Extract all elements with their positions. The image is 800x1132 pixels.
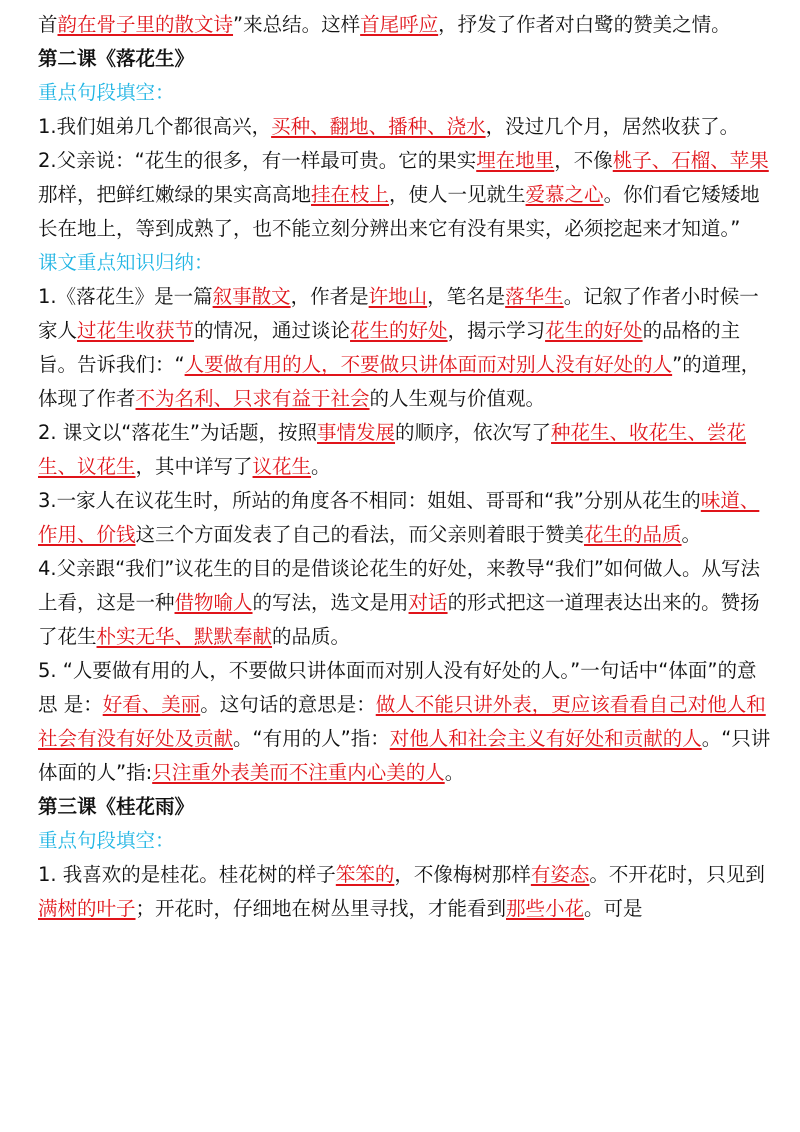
answer-text: 做人不能只讲外表，更应该看看自己对他人和社会有没有好处及贡献 (38, 693, 766, 750)
answer-text: 满树的叶子 (38, 897, 136, 920)
answer-text: 人要做有用的人，不要做只讲体面而对别人没有好处的人 (184, 353, 673, 376)
answer-text: 韵在骨子里的散文诗 (57, 13, 234, 36)
answer-text: 买种、翻地、播种、浇水 (271, 115, 486, 138)
answer-text: 花生的品质 (584, 523, 682, 546)
answer-text: 首尾呼应 (360, 13, 439, 36)
body-text: 的人生观与价值观。 (369, 387, 546, 410)
body-text: 。 (444, 761, 465, 784)
answer-text: 议花生 (252, 455, 312, 478)
body-text: 的品质。 (272, 625, 351, 648)
paragraph (38, 280, 772, 416)
body-text: ，使人一见就生 (389, 183, 526, 206)
paragraph (38, 654, 772, 790)
body-text: ，抒发了作者对白鹭的赞美之情。 (438, 13, 731, 36)
answer-text: 落华生 (505, 285, 564, 308)
section-heading (38, 790, 772, 824)
answer-text: 那些小花 (506, 897, 585, 920)
answer-text: 桃子、石榴、苹果 (612, 149, 769, 172)
answer-text: 花生的好处 (545, 319, 643, 342)
body-text: ，不像梅树那样 (394, 863, 531, 886)
paragraph (38, 416, 772, 484)
body-text: 的情况，通过谈论 (194, 319, 351, 342)
body-text: 。 (311, 455, 331, 478)
answer-text: 埋在地里 (476, 149, 555, 172)
body-text: 的顺序，依次写了 (395, 421, 552, 444)
body-text: ，揭示学习 (447, 319, 546, 342)
answer-text: 朴实无华、默默奉献 (96, 625, 273, 648)
body-text: 首 (38, 13, 58, 36)
sub-heading (38, 76, 772, 110)
paragraph (38, 484, 772, 552)
body-text: 的形式把这一道理表达出来的。赞扬了花生 (38, 591, 760, 648)
paragraph (38, 552, 772, 654)
body-text: 。记叙了作者小时候一家人 (38, 285, 759, 342)
body-text: 这三个方面发表了自己的看法，而父亲则着眼于赞美 (135, 523, 585, 546)
body-text: 。你们看它矮矮地长在地上，等到成熟了，也不能立刻分辨出来它有没有果实，必须挖起来才知道。” (38, 183, 760, 240)
body-text: 5. “人要做有用的人，不要做只讲体面而对别人没有好处的人。”一句话中“体面”的意思 是： (38, 659, 757, 716)
body-text: ；开花时，仔细地在树丛里寻找，才能看到 (135, 897, 507, 920)
sub-heading (38, 246, 772, 280)
body-text: 重点句段填空： (38, 829, 175, 852)
body-text: 课文重点知识归纳： (38, 251, 214, 274)
body-text: 。这句话的意思是： (200, 693, 376, 716)
answer-text: 花生的好处 (350, 319, 448, 342)
answer-text: 事情发展 (317, 421, 396, 444)
answer-text: 爱慕之心 (525, 183, 604, 206)
body-text: 。可是 (584, 897, 643, 920)
answer-text: 种花生、收花生、尝花生、议花生 (38, 421, 747, 478)
answer-text: 过花生收获节 (77, 319, 195, 342)
answer-text: 对他人和社会主义有好处和贡献的人 (389, 727, 702, 750)
body-text: 1. 我喜欢的是桂花。桂花树的样子 (38, 863, 336, 886)
body-text: 重点句段填空： (38, 81, 175, 104)
answer-text: 挂在枝上 (311, 183, 390, 206)
body-text: ，其中详写了 (135, 455, 253, 478)
body-text: ”的道理，体现了作者 (38, 353, 761, 410)
body-text: 。“有用的人”指： (233, 727, 390, 750)
paragraph (38, 144, 772, 246)
answer-text: 对话 (408, 591, 448, 614)
body-text: 。不开花时，只见到 (589, 863, 765, 886)
answer-text: 叙事散文 (212, 285, 291, 308)
body-text: 2.父亲说：“花生的很多，有一样最可贵。它的果实 (38, 149, 477, 172)
answer-text: 许地山 (368, 285, 428, 308)
answer-text: 借物喻人 (174, 591, 253, 614)
answer-text: 不为名利、只求有益于社会 (135, 387, 370, 410)
body-text: ，作者是 (290, 285, 369, 308)
answer-text: 好看、美丽 (102, 693, 201, 716)
sub-heading (38, 824, 772, 858)
body-text: 第三课《桂花雨》 (38, 795, 195, 818)
body-text: 的品格的主旨。告诉我们：“ (38, 319, 741, 376)
body-text: 4.父亲跟“我们”议花生的目的是借谈论花生的好处，来教导“我们”如何做人。从写法上看，这是一种 (38, 557, 761, 614)
body-text: 。 (681, 523, 702, 546)
answer-text: 味道、作用、价钱 (38, 489, 760, 546)
body-text: 2. 课文以“落花生”为话题，按照 (38, 421, 318, 444)
paragraph (38, 8, 772, 42)
body-text: 1.《落花生》是一篇 (38, 285, 213, 308)
body-text: ”来总结。这样 (233, 13, 361, 36)
body-text: 3.一家人在议花生时，所站的角度各不相同：姐姐、哥哥和“我”分别从花生的 (38, 489, 701, 512)
answer-text: 有姿态 (530, 863, 590, 886)
answer-text: 笨笨的 (335, 863, 395, 886)
answer-text: 只注重外表美而不注重内心美的人 (152, 761, 445, 784)
body-text: 第二课《落花生》 (38, 47, 195, 70)
body-text: 1.我们姐弟几个都很高兴， (38, 115, 272, 138)
body-text: 那样，把鲜红嫩绿的果实高高地 (38, 183, 312, 206)
body-text: 。“只讲体面的人”指: (38, 727, 771, 784)
paragraph (38, 110, 772, 144)
body-text: ，不像 (554, 149, 613, 172)
body-text: ，没过几个月，居然收获了。 (485, 115, 740, 138)
body-text: 的写法，选文是用 (252, 591, 409, 614)
section-heading (38, 42, 772, 76)
body-text: ，笔名是 (427, 285, 506, 308)
paragraph (38, 858, 772, 926)
